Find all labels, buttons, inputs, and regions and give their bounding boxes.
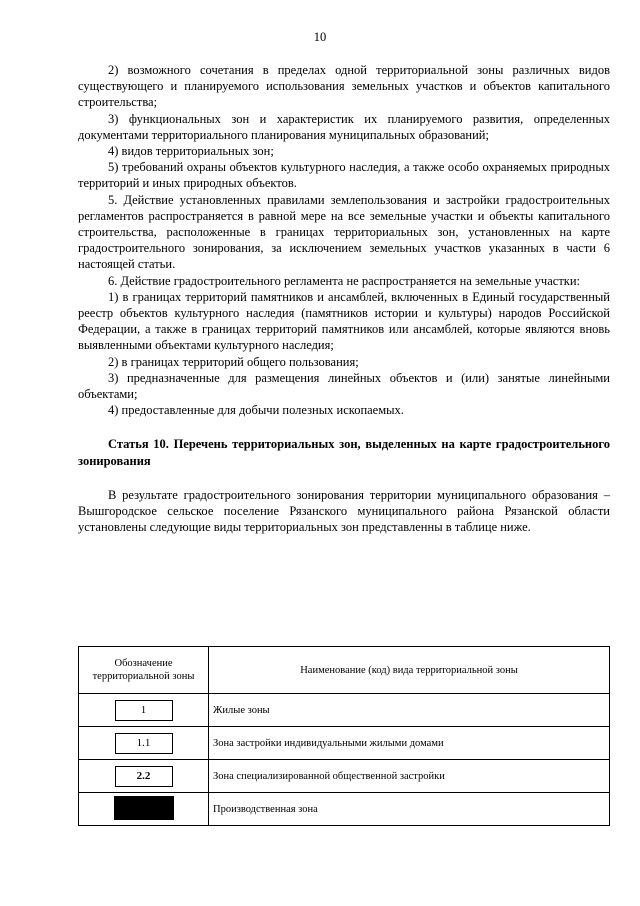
zone-code-cell [79, 793, 209, 826]
zones-table [78, 646, 610, 826]
header-code: Обозначение территориальной зоны [79, 647, 209, 694]
header-name: Наименование (код) вида территориальной зоны [209, 647, 610, 694]
zone-code-box: 1 [115, 700, 173, 721]
zone-name: Зона застройки индивидуальными жилыми домами [209, 727, 610, 760]
zone-name: Жилые зоны [209, 694, 610, 727]
paragraph: 5) требований охраны объектов культурного наследия, а также особо охраняемых природных территорий и иных природных объектов. [78, 160, 610, 191]
zone-code-cell [79, 727, 209, 760]
zone-name: Зона специализированной общественной застройки [209, 760, 610, 793]
zone-code-box: 1.1 [115, 733, 173, 754]
paragraph: 3) функциональных зон и характеристик их планируемого развития, определенных документами территориального планирования муниципальных образований; [78, 111, 610, 142]
table-header-row [79, 647, 610, 694]
table-row [79, 694, 610, 727]
paragraph: 3) предназначенные для размещения линейных объектов и (или) занятые линейными объектами; [78, 370, 610, 402]
intro-paragraph: В результате градостроительного зонирования территории муниципального образования – Вышгородское сельское поселение Рязанского муниципального района Рязанской области установлены следующие виды территориальных зон представленны в таблице ниже. [78, 487, 610, 535]
paragraph: 4) видов территориальных зон; [108, 144, 274, 159]
paragraph: 2) возможного сочетания в пределах одной территориальной зоны различных видов существующего и планируемого использования земельных участков и объектов капитального строительства; [78, 63, 610, 110]
paragraph: 5. Действие установленных правилами землепользования и застройки градостроительных регламентов распространяется в равной мере на все земельные участки и объекты капитального строительства, расположенные в границах территориальных зон, установленных на карте градостроительного зонирования, за исключением земельных участков указанных в части 6 настоящей статьи. [78, 192, 610, 272]
page-number: 10 [313, 30, 327, 44]
paragraph: 4) предоставленные для добычи полезных ископаемых. [108, 403, 404, 418]
paragraph: 6. Действие градостроительного регламента не распространяется на земельные участки: [108, 273, 581, 288]
table-row [79, 793, 610, 826]
table-row [79, 760, 610, 793]
paragraph: 1) в границах территорий памятников и ансамблей, включенных в Единый государственный реестр объектов культурного наследия (памятников истории и культуры) народов Российской Федерации, а также в границах территорий памятников или ансамблей, которые являются вновь выявленными объектами культурного наследия; [78, 289, 610, 353]
article-heading: Статья 10. Перечень территориальных зон, выделенных на карте градостроительного зонирования [78, 437, 610, 468]
table-row [79, 727, 610, 760]
zone-code-cell [79, 760, 209, 793]
zone-code-box: 2.2 [115, 766, 173, 787]
paragraph: 2) в границах территорий общего пользования; [108, 354, 359, 369]
zone-name: Производственная зона [209, 793, 610, 826]
zone-code-cell [79, 694, 209, 727]
document-body [78, 62, 610, 535]
zone-code-filled-box [114, 796, 174, 820]
